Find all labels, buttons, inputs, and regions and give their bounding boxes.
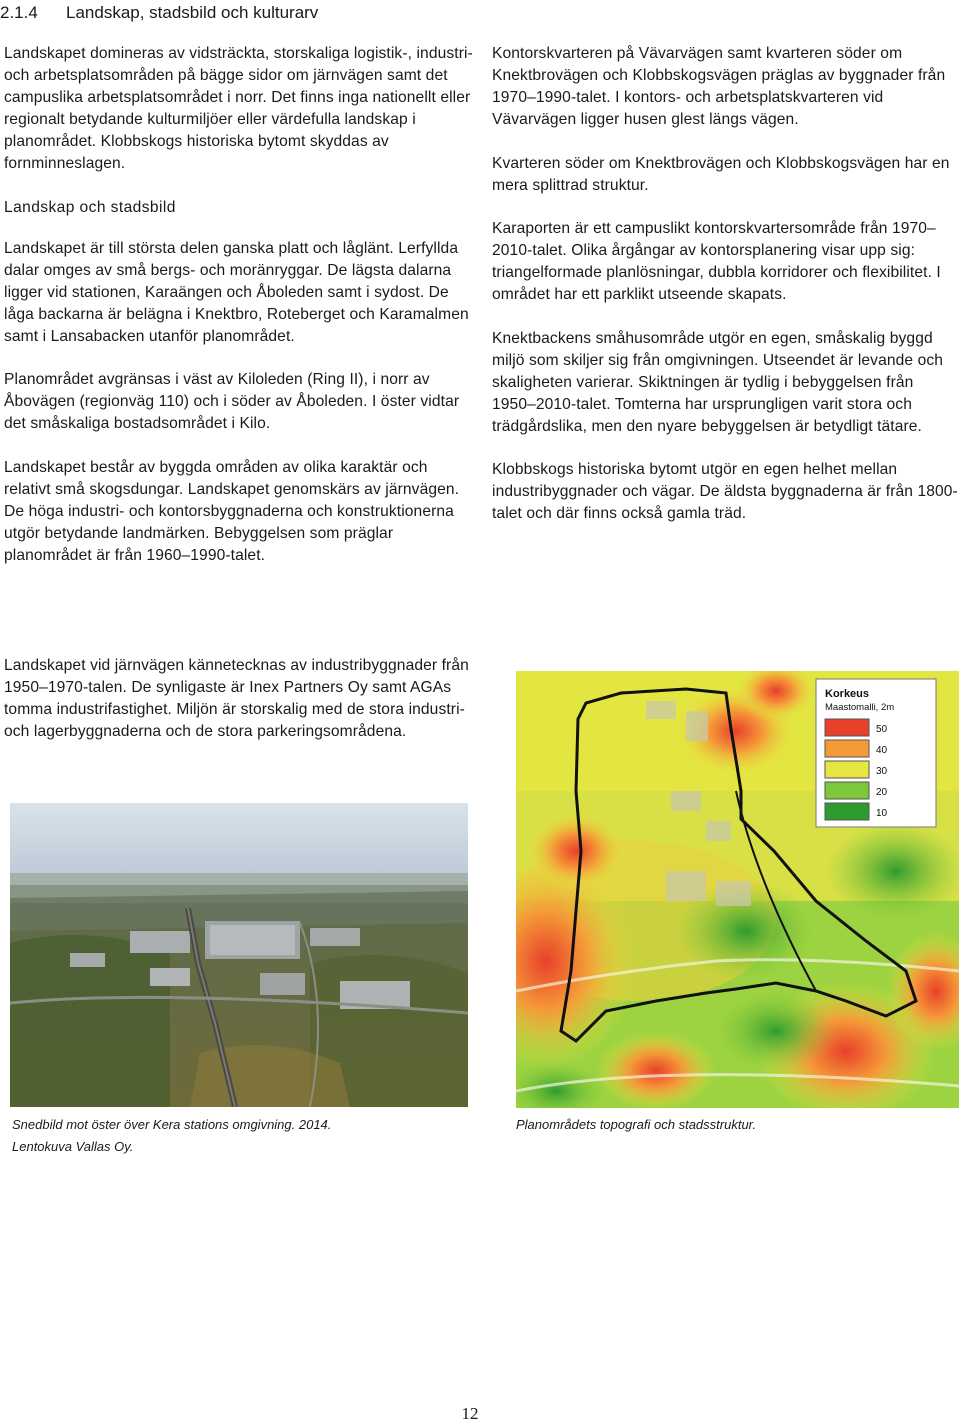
legend-swatch-10: [825, 803, 869, 820]
legend-label-10: 10: [876, 808, 888, 819]
paragraph-south-blocks: Kvarteren söder om Knektbrovägen och Klobbskogsvägen har en mera splittrad struktur.: [492, 154, 950, 194]
legend-title: Korkeus: [825, 688, 870, 700]
right-column: [492, 43, 960, 547]
legend-swatch-20: [825, 782, 869, 799]
legend-swatch-50: [825, 719, 869, 736]
paragraph-railway: Landskapet vid järnvägen kännetecknas av industribyggnader från 1950–1970-talen. De synligaste är Inex Partners Oy samt AGAs tomma industrifastighet. Miljön är storskalig med de stora industri- och lagerbyggnaderna och de stora parkeringsområdena.: [4, 657, 469, 740]
aerial-photo: [10, 803, 468, 1107]
legend-label-50: 50: [876, 724, 888, 735]
section-title: Landskap, stadsbild och kulturarv: [66, 3, 319, 22]
paragraph-office-blocks: Kontorskvarteren på Vävarvägen samt kvarteren söder om Knektbrovägen och Klobbskogsvägen präglas av byggnader från 1970–1990-talet. I kontors- och arbetsplatskvarteren vid Vävarvägen ligger husen glest längs vägen.: [492, 45, 946, 128]
legend-label-30: 30: [876, 766, 888, 777]
paragraph-terrain: Landskapet är till största delen ganska platt och låglänt. Lerfyllda dalar omges av små bergs- och moränryggar. De lägsta dalarna ligger vid stationen, Karaängen och Åboleden samt i sydost. De låga backarna är belägna i Knektbro, Roteberget och Karamalmen samt i Lansabacken utanför planområdet.: [4, 239, 469, 345]
intro-paragraph: Landskapet domineras av vidsträckta, storskaliga logistik-, industri- och arbetsplatsområden på bägge sidor om järnvägen samt det campuslika arbetsplatsområdet i norr. Det finns inga nationellt eller regionalt betydande kulturmiljöer eller värdefulla landskap i planområdet. Klobbskogs historiska bytomt skyddas av fornminneslagen.: [4, 45, 473, 172]
topography-map: [516, 671, 959, 1108]
photo-caption: [12, 1114, 462, 1158]
section-heading: [0, 2, 480, 24]
left-column: [4, 43, 476, 588]
paragraph-boundaries: Planområdet avgränsas i väst av Kiloleden (Ring II), i norr av Åbovägen (regionväg 110) och i söder av Åboleden. I öster vidtar det småskaliga bostadsområdet i Kilo.: [4, 371, 460, 432]
map-caption: Planområdets topografi och stadsstruktur.: [516, 1117, 757, 1132]
section-number: 2.1.4: [0, 3, 38, 22]
left-column-lower: [4, 655, 476, 765]
photo-caption-line2: Lentokuva Vallas Oy.: [12, 1139, 134, 1154]
legend-label-20: 20: [876, 787, 888, 798]
page-number: 12: [461, 1404, 479, 1423]
paragraph-klobbskog: Klobbskogs historiska bytomt utgör en egen helhet mellan industribyggnader och vägar. De äldsta byggnaderna är från 1800-talet och där finns också gamla träd.: [492, 461, 958, 522]
legend-subtitle: Maastomalli, 2m: [825, 702, 895, 713]
paragraph-knektbacken: Knektbackens småhusområde utgör en egen, småskalig byggd miljö som skiljer sig från omgivningen. Utseendet är levande och skaligheten varierar. Skiktningen är tydlig i bebyggelsen från 1950–2010-talet. Tomterna har ursprungligen varit stora och trädgårdslika, men den nyare bebyggelsen är betydligt tätare.: [492, 329, 944, 435]
subheading-landskap-stadsbild: Landskap och stadsbild: [4, 198, 176, 216]
map-legend: [816, 679, 936, 827]
photo-caption-line1: Snedbild mot öster över Kera stations omgivning. 2014.: [12, 1117, 332, 1132]
legend-label-40: 40: [876, 745, 888, 756]
legend-swatch-30: [825, 761, 869, 778]
paragraph-karaporten: Karaporten är ett campuslikt kontorskvartersområde från 1970–2010-talet. Olika årgångar av kontorsplanering visar upp sig: triangelformade planlösningar, dubbla korridorer och flexibilitet. I området har ett parklikt utseende skapats.: [492, 220, 941, 303]
paragraph-built-areas: Landskapet består av byggda områden av olika karaktär och relativt små skogsdungar. Landskapet genomskärs av järnvägen. De höga industri- och kontorsbyggnaderna och konstruktionerna utgör betydande landmärken. Bebyggelsen som präglar planområdet är från 1960–1990-talet.: [4, 458, 460, 564]
legend-swatch-40: [825, 740, 869, 757]
